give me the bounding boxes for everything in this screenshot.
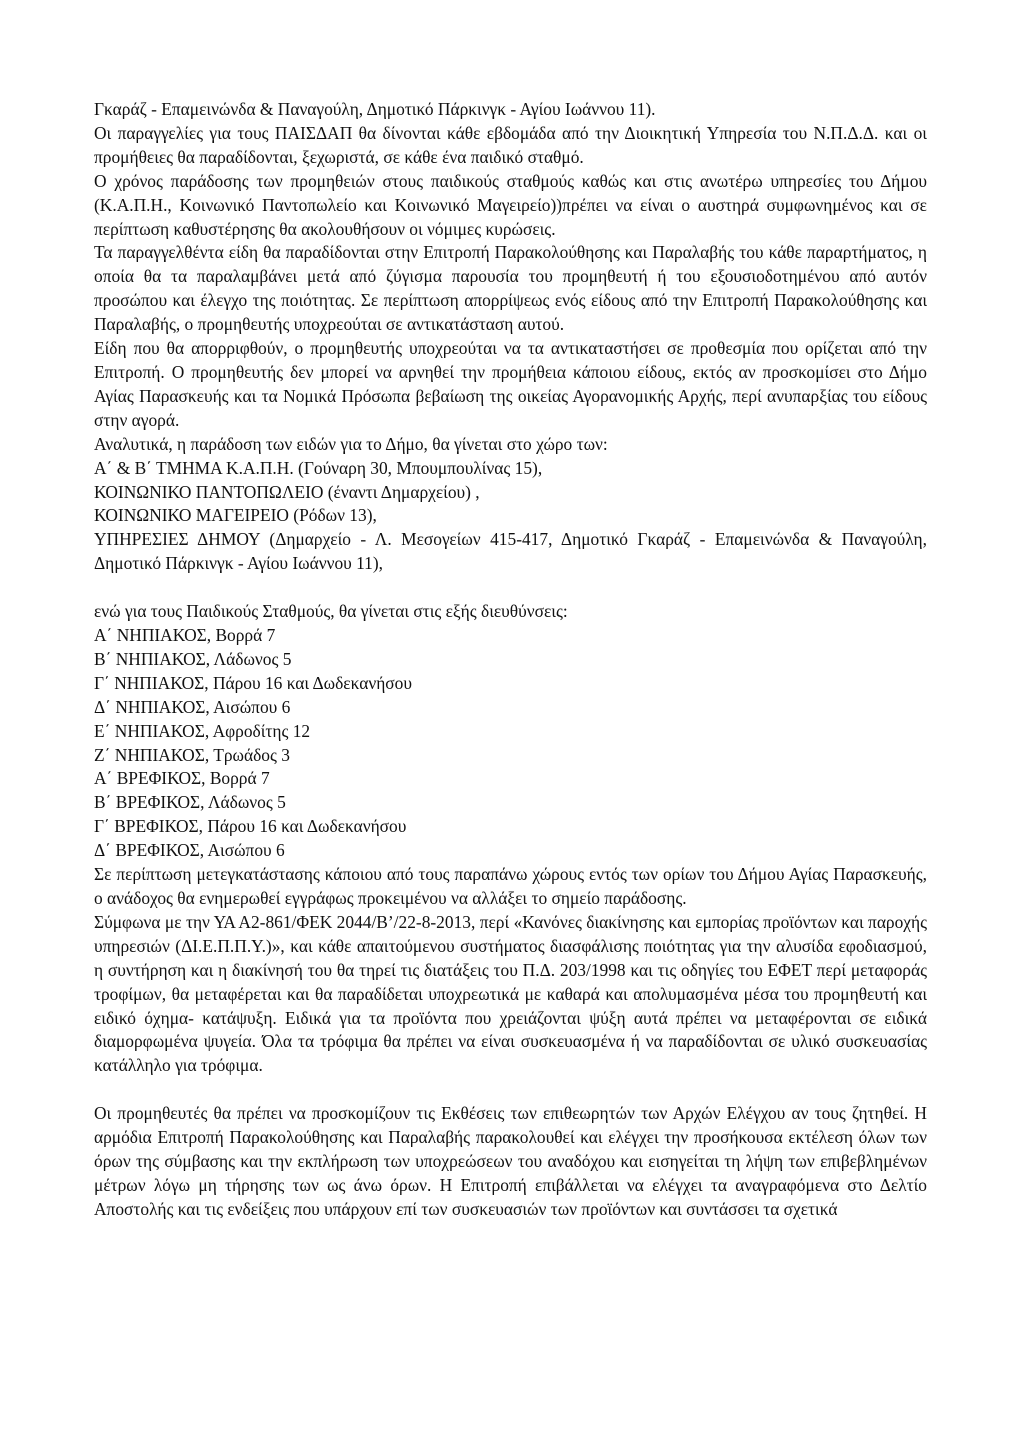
delivery-location-municipal-services: ΥΠΗΡΕΣΙΕΣ ΔΗΜΟΥ (Δημαρχείο - Λ. Μεσογείων 415-417, Δημοτικό Γκαράζ - Επαμεινώνδα & Παναγούλη, Δημοτικό Πάρκινγκ - Αγίου Ιωάννου 11), (94, 529, 927, 574)
document-page (94, 98, 927, 1222)
spacer (94, 576, 927, 600)
paragraph-rejected-items: Είδη που θα απορριφθούν, ο προμηθευτής υποχρεούται να τα αντικαταστήσει σε προθεσμία που ορίζεται από την Επιτροπή. Ο προμηθευτής δεν μπορεί να αρνηθεί την προμήθεια κάποιου είδους, εκτός αν προσκομίσει στο Δήμο Αγίας Παρασκευής και τα Νομικά Πρόσωπα βεβαίωση της οικείας Αγορανομικής Αρχής, περί ανυπαρξίας του είδους στην αγορά. (94, 338, 927, 430)
nursery-item: Β΄ ΒΡΕΦΙΚΟΣ, Λάδωνος 5 (94, 792, 286, 813)
nursery-item: Γ΄ ΝΗΠΙΑΚΟΣ, Πάρου 16 και Δωδεκανήσου (94, 672, 412, 693)
paragraph-inspections: Οι προμηθευτές θα πρέπει να προσκομίζουν τις Εκθέσεις των επιθεωρητών των Αρχών Ελέγχου αν τους ζητηθεί. Η αρμόδια Επιτροπή Παρακολούθησης και Παραλαβής παρακολουθεί και ελέγχει την προσήκουσα εκτέλεση όλων των όρων της σύμβασης και την εκπλήρωση των υποχρεώσεων του αναδόχου και εισηγείται τη λήψη των επιβεβλημένων μέτρων λόγω μη τήρησης των ως άνω όρων. Η Επιτροπή επιβάλλεται να ελέγχει τα αναγραφόμενα στο Δελτίο Αποστολής και τις ενδείξεις που υπάρχουν επί των συσκευασιών των προϊόντων και συντάσσει τα σχετικά (94, 1103, 927, 1219)
nursery-item: Δ΄ ΒΡΕΦΙΚΟΣ, Αισώπου 6 (94, 840, 285, 861)
nursery-list (94, 624, 927, 863)
paragraph-delivery-points-end: Γκαράζ - Επαμεινώνδα & Παναγούλη, Δημοτικό Πάρκινγκ - Αγίου Ιωάννου 11). (94, 99, 656, 119)
delivery-location-kapi: Α΄ & Β΄ ΤΜΗΜΑ Κ.Α.Π.Η. (Γούναρη 30, Μπουμπουλίνας 15), (94, 457, 543, 478)
nursery-item: Ζ΄ ΝΗΠΙΑΚΟΣ, Τρωάδος 3 (94, 744, 290, 765)
nursery-item: Α΄ ΒΡΕΦΙΚΟΣ, Βορρά 7 (94, 768, 270, 789)
delivery-location-social-kitchen: ΚΟΙΝΩΝΙΚΟ ΜΑΓΕΙΡΕΙΟ (Ρόδων 13), (94, 505, 377, 526)
paragraph-acceptance-committee: Τα παραγγελθέντα είδη θα παραδίδονται στην Επιτροπή Παρακολούθησης και Παραλαβής του κάθε παραρτήματος, η οποία θα τα παραλαμβάνει μετά από ζύγισμα παρουσία του προμηθευτή ή του εξουσιοδοτημένου από αυτόν προσώπου και έλεγχο της ποιότητας. Σε περίπτωση απορρίψεως ενός είδους από την Επιτροπή Παρακολούθησης και Παραλαβής, ο προμηθευτής υποχρεούται σε αντικατάσταση αυτού. (94, 242, 927, 335)
paragraph-nurseries-intro: ενώ για τους Παιδικούς Σταθμούς, θα γίνεται στις εξής διευθύνσεις: (94, 601, 568, 622)
paragraph-delivery-time: Ο χρόνος παράδοσης των προμηθειών στους παιδικούς σταθμούς καθώς και στις ανωτέρω υπηρεσίες του Δήμου (Κ.Α.Π.Η., Κοινωνικό Παντοπωλείο και Κοινωνικό Μαγειρείο))πρέπει να είναι ο αυστηρά συμφωνημένος και σε περίπτωση καθυστέρησης θα ακολουθήσουν οι νόμιμες κυρώσεις. (94, 170, 927, 239)
delivery-location-social-grocery: ΚΟΙΝΩΝΙΚΟ ΠΑΝΤΟΠΩΛΕΙΟ (έναντι Δημαρχείου) , (94, 481, 480, 502)
nursery-item: Β΄ ΝΗΠΙΑΚΟΣ, Λάδωνος 5 (94, 648, 292, 669)
nursery-item: Δ΄ ΝΗΠΙΑΚΟΣ, Αισώπου 6 (94, 696, 291, 717)
nursery-item: Α΄ ΝΗΠΙΑΚΟΣ, Βορρά 7 (94, 625, 276, 646)
paragraph-delivery-intro: Αναλυτικά, η παράδοση των ειδών για το Δήμο, θα γίνεται στο χώρο των: (94, 433, 608, 454)
nursery-item: Γ΄ ΒΡΕΦΙΚΟΣ, Πάρου 16 και Δωδεκανήσου (94, 816, 407, 837)
spacer (94, 1078, 927, 1102)
paragraph-relocation: Σε περίπτωση μετεγκατάστασης κάποιου από τους παραπάνω χώρους εντός των ορίων του Δήμου Αγίας Παρασκευής, ο ανάδοχος θα ενημερωθεί εγγράφως προκειμένου να αλλάξει το σημείο παράδοσης. (94, 864, 927, 908)
paragraph-orders: Οι παραγγελίες για τους ΠΑΙΣΔΑΠ θα δίνονται κάθε εβδομάδα από την Διοικητική Υπηρεσία του Ν.Π.Δ.Δ. και οι προμήθειες θα παραδίδονται, ξεχωριστά, σε κάθε ένα παιδικό σταθμό. (94, 122, 927, 167)
paragraph-food-safety: Σύμφωνα με την ΥΑ Α2-861/ΦΕΚ 2044/Β’/22-8-2013, περί «Κανόνες διακίνησης και εμπορίας προϊόντων και παροχής υπηρεσιών (ΔΙ.Ε.Π.Π.Υ.)», και κάθε απαιτούμενου συστήματος διασφάλισης ποιότητας για την αλυσίδα εφοδιασμού, η συντήρηση και η διακίνησή του θα τηρεί τις διατάξεις του Π.Δ. 203/1998 και τις οδηγίες του ΕΦΕΤ περί μεταφοράς τροφίμων, θα μεταφέρεται και θα παραδίδεται υποχρεωτικά με καθαρά και απολυμασμένα μέσα του προμηθευτή και ειδικό όχημα- κατάψυξη. Ειδικά για τα προϊόντα που χρειάζονται ψύξη αυτά πρέπει να μεταφέρονται σε ειδικά διαμορφωμένα ψυγεία. Όλα τα τρόφιμα θα πρέπει να είναι συσκευασμένα ή να παραδίδονται σε υλικό συσκευασίας κατάλληλο για τρόφιμα. (94, 911, 927, 1076)
nursery-item: Ε΄ ΝΗΠΙΑΚΟΣ, Αφροδίτης 12 (94, 720, 311, 741)
